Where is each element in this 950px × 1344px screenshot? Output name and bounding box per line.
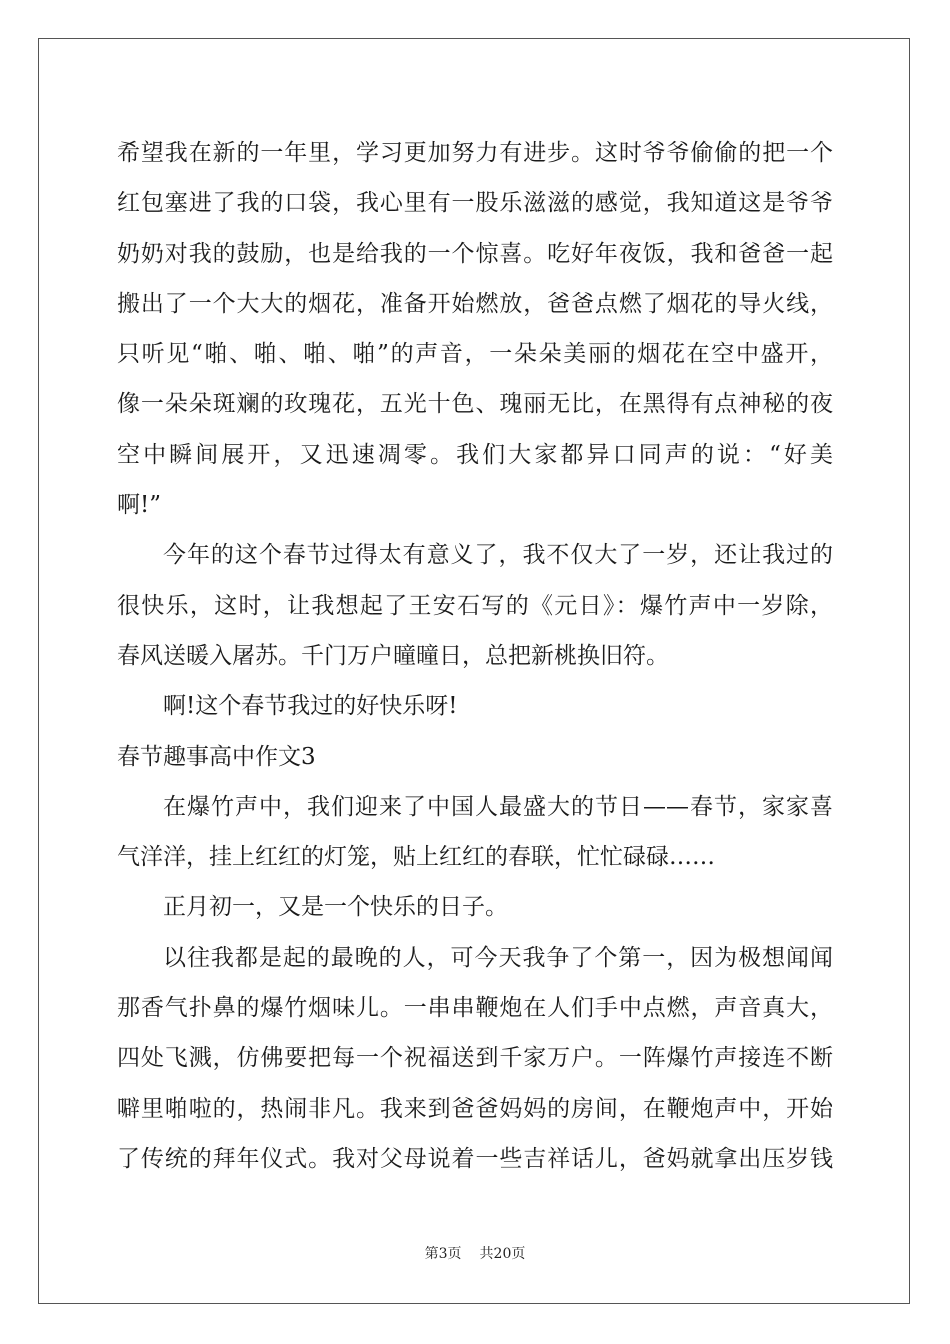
text-line: 空中瞬间展开，又迅速凋零。我们大家都异口同声的说：“好美 <box>117 441 833 468</box>
text-line: 四处飞溅，仿佛要把每一个祝福送到千家万户。一阵爆竹声接连不断 <box>117 1045 833 1072</box>
text-line: 希望我在新的一年里，学习更加努力有进步。这时爷爷偷偷的把一个 <box>117 140 833 166</box>
paragraph-start-line: 正月初一，又是一个快乐的日子。 <box>163 894 508 921</box>
text-line: 了传统的拜年仪式。我对父母说着一些吉祥话儿，爸妈就拿出压岁钱 <box>117 1145 833 1172</box>
text-line: 只听见“啪、啪、啪、啪”的声音，一朵朵美丽的烟花在空中盛开， <box>117 341 833 368</box>
text-line: 很快乐，这时，让我想起了王安石写的《元日》：爆竹声中一岁除， <box>117 592 833 619</box>
text-line: 那香气扑鼻的爆竹烟味儿。一串串鞭炮在人们手中点燃，声音真大， <box>117 995 833 1022</box>
section-title: 春节趣事高中作文3 <box>117 743 316 770</box>
paragraph-start-line: 在爆竹声中，我们迎来了中国人最盛大的节日——春节，家家喜 <box>163 793 833 820</box>
text-line: 噼里啪啦的，热闹非凡。我来到爸爸妈妈的房间，在鞭炮声中，开始 <box>117 1095 833 1122</box>
text-line: 红包塞进了我的口袋，我心里有一股乐滋滋的感觉，我知道这是爷爷 <box>117 190 833 217</box>
paragraph-start-line: 今年的这个春节过得太有意义了，我不仅大了一岁，还让我过的 <box>163 542 833 569</box>
text-line: 啊!” <box>117 492 162 519</box>
paragraph-start-line: 啊!这个春节我过的好快乐呀! <box>163 693 458 720</box>
page-total: 共20页 <box>479 1246 526 1262</box>
document-body <box>117 128 833 1184</box>
text-line: 像一朵朵斑斓的玫瑰花，五光十色、瑰丽无比，在黑得有点神秘的夜 <box>117 391 833 418</box>
text-line: 奶奶对我的鼓励，也是给我的一个惊喜。吃好年夜饭，我和爸爸一起 <box>117 240 833 267</box>
text-line: 搬出了一个大大的烟花，准备开始燃放，爸爸点燃了烟花的导火线， <box>117 290 833 317</box>
text-line: 春风送暖入屠苏。千门万户曈曈日，总把新桃换旧符。 <box>117 642 669 669</box>
page-number: 第3页 <box>424 1246 462 1262</box>
page-footer <box>0 1243 950 1263</box>
paragraph-start-line: 以往我都是起的最晚的人，可今天我争了个第一，因为极想闻闻 <box>163 944 833 971</box>
text-line: 气洋洋，挂上红红的灯笼，贴上红红的春联，忙忙碌碌…… <box>117 844 715 871</box>
